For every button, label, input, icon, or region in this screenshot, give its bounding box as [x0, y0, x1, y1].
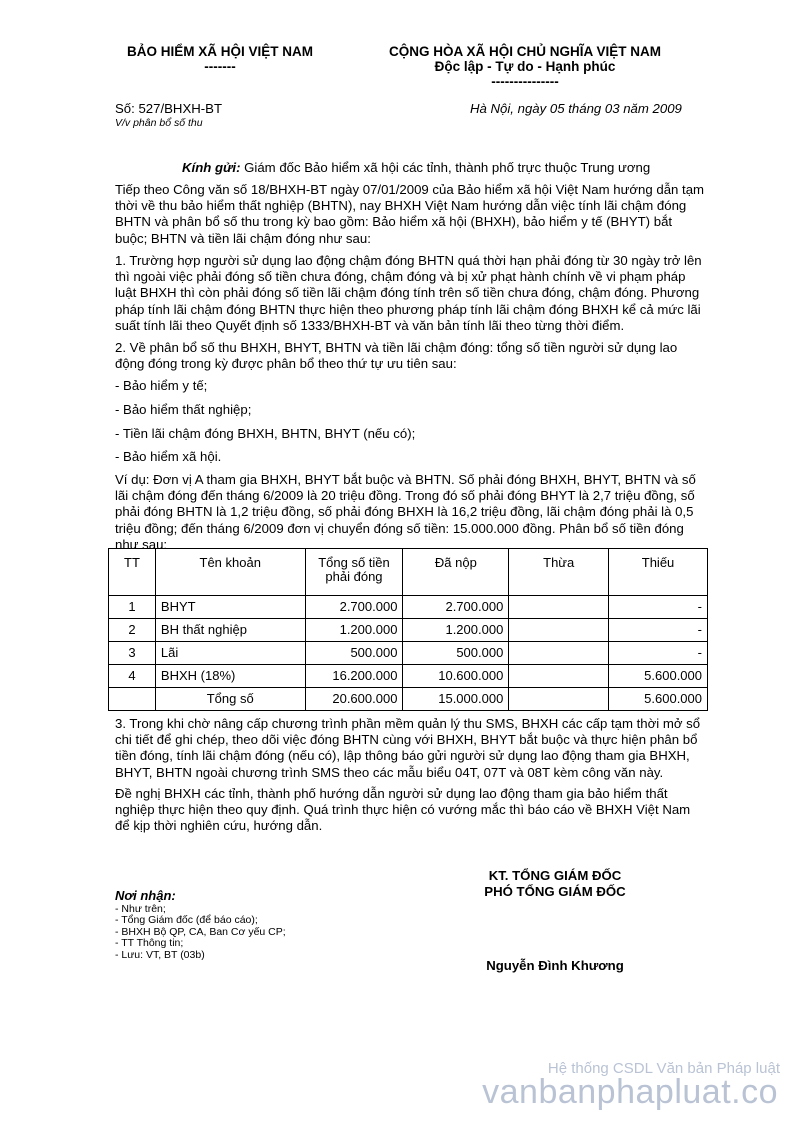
recipient-item: - TT Thông tin; [115, 937, 184, 949]
recipient-item: - Lưu: VT, BT (03b) [115, 948, 205, 961]
cell-item: BHXH (18%) [155, 665, 305, 688]
agency-dash: ------- [204, 59, 236, 74]
cell-paid: 10.600.000 [403, 665, 509, 688]
motto-dash: --------------- [491, 74, 559, 89]
recipients-title: Nơi nhận: [115, 888, 176, 903]
cell-surplus [509, 619, 609, 642]
cell-total-due: 20.600.000 [305, 688, 403, 711]
recipient-item: - Như trên; [115, 902, 166, 915]
cell-shortfall: - [609, 619, 708, 642]
cell-tt: 1 [109, 596, 156, 619]
table-row [109, 619, 708, 642]
document-subject: V/v phân bổ số thu [115, 117, 203, 129]
col-header-total-due: Tổng số tiền phải đóng [305, 549, 403, 596]
allocation-table [108, 548, 708, 711]
recipient-item: - BHXH Bộ QP, CA, Ban Cơ yếu CP; [115, 925, 286, 938]
document-number: Số: 527/BHXH-BT [115, 101, 223, 116]
addressee-label: Kính gửi: [182, 160, 241, 175]
cell-paid: 500.000 [403, 642, 509, 665]
cell-total-due: 500.000 [305, 642, 403, 665]
section-3-paragraph: 3. Trong khi chờ nâng cấp chương trình phần mềm quản lý thu SMS, BHXH các cấp tạm thời mở sổ chi tiết để ghi chép, theo dõi việc đóng BHTN cùng với BHXH, BHYT bắt buộc và thực hiện phân bổ tiền đóng, tính lãi chậm đóng (nếu có), lập thông báo gửi người sử dụng lao động tham gia BHXH, BHYT, BHTN ngoài chương trình SMS theo các mẫu biểu 04T, 07T và 08T kèm công văn này. [115, 716, 701, 780]
cell-paid: 15.000.000 [403, 688, 509, 711]
signature-title-1: KT. TỔNG GIÁM ĐỐC [488, 868, 622, 883]
intro-paragraph: Tiếp theo Công văn số 18/BHXH-BT ngày 07/01/2009 của Bảo hiểm xã hội Việt Nam hướng dẫn tạm thời về thu bảo hiểm thất nghiệp (BHTN), nay BHXH Việt Nam hướng dẫn việc tính lãi chậm đóng BHTN và phân bổ số thu trong kỳ bao gồm: Bảo hiểm xã hội (BHXH), bảo hiểm y tế (BHYT) bắt buộc; BHTN và tiền lãi chậm đóng như sau: [115, 182, 705, 246]
table-row [109, 642, 708, 665]
priority-item-1: - Bảo hiểm y tế; [115, 378, 208, 393]
cell-tt: 3 [109, 642, 156, 665]
cell-surplus [509, 596, 609, 619]
table-row [109, 665, 708, 688]
watermark-site: vanbanphapluat.co [482, 1073, 778, 1111]
cell-surplus [509, 642, 609, 665]
cell-tt [109, 688, 156, 711]
cell-surplus [509, 688, 609, 711]
cell-tt: 4 [109, 665, 156, 688]
closing-paragraph: Đề nghị BHXH các tỉnh, thành phố hướng dẫn người sử dụng lao động tham gia bảo hiểm thất nghiệp thực hiện theo quy định. Quá trình thực hiện có vướng mắc thì báo cáo về BHXH Việt Nam để kịp thời nghiên cứu, hướng dẫn. [115, 786, 691, 834]
cell-surplus [509, 665, 609, 688]
section-2-paragraph: 2. Về phân bổ số thu BHXH, BHYT, BHTN và tiền lãi chậm đóng: tổng số tiền người sử dụng lao động đóng trong kỳ được phân bổ theo thứ tự ưu tiên sau: [115, 340, 678, 372]
signature-title-2: PHÓ TỔNG GIÁM ĐỐC [484, 884, 626, 899]
table-header-row [109, 549, 708, 596]
col-header-paid: Đã nộp [403, 549, 509, 596]
watermark-system: Hệ thống CSDL Văn bản Pháp luật [547, 1060, 780, 1077]
cell-item: Lãi [155, 642, 305, 665]
cell-item: BHYT [155, 596, 305, 619]
signature-block [440, 868, 670, 900]
cell-total-due: 2.700.000 [305, 596, 403, 619]
cell-total-due: 16.200.000 [305, 665, 403, 688]
agency-header [100, 44, 340, 74]
document-date: Hà Nội, ngày 05 tháng 03 năm 2009 [470, 101, 682, 116]
cell-paid: 2.700.000 [403, 596, 509, 619]
cell-shortfall: 5.600.000 [609, 688, 708, 711]
cell-shortfall: - [609, 642, 708, 665]
cell-paid: 1.200.000 [403, 619, 509, 642]
cell-shortfall: 5.600.000 [609, 665, 708, 688]
priority-item-2: - Bảo hiểm thất nghiệp; [115, 402, 252, 417]
agency-name: BẢO HIỂM XÃ HỘI VIỆT NAM [126, 44, 313, 59]
recipients-block [115, 890, 286, 961]
addressee-text: Giám đốc Bảo hiểm xã hội các tỉnh, thành phố trực thuộc Trung ương [240, 160, 651, 175]
table-row [109, 596, 708, 619]
priority-item-4: - Bảo hiểm xã hội. [115, 449, 222, 464]
cell-item: Tổng số [155, 688, 305, 711]
priority-item-3: - Tiền lãi chậm đóng BHXH, BHTN, BHYT (nếu có); [115, 426, 416, 441]
col-header-item: Tên khoản [155, 549, 305, 596]
cell-shortfall: - [609, 596, 708, 619]
country-name: CỘNG HÒA XÃ HỘI CHỦ NGHĨA VIỆT NAM [388, 44, 661, 59]
col-header-tt: TT [109, 549, 156, 596]
col-header-surplus: Thừa [509, 549, 609, 596]
signer-name: Nguyễn Đình Khương [486, 958, 624, 973]
example-paragraph: Ví dụ: Đơn vị A tham gia BHXH, BHYT bắt buộc và BHTN. Số phải đóng BHXH, BHYT, BHTN và số lãi chậm đóng đến tháng 6/2009 là 20 triệu đồng. Trong đó số phải đóng BHYT là 2,7 triệu đồng, số phải đóng BHTN là 1,2 triệu đồng, số phải đóng BHXH là 16,2 triệu đồng, lãi chậm đóng phải là 0,5 triệu đồng; đến tháng 6/2009 đơn vị chuyển đóng số tiền: 15.000.000 đồng. Phân bổ số tiền đóng như sau: [115, 472, 696, 552]
motto: Độc lập - Tự do - Hạnh phúc [434, 59, 616, 74]
cell-item: BH thất nghiệp [155, 619, 305, 642]
cell-total-due: 1.200.000 [305, 619, 403, 642]
table-total-row [109, 688, 708, 711]
national-header [360, 44, 690, 89]
section-1-paragraph: 1. Trường hợp người sử dụng lao động chậm đóng BHTN quá thời hạn phải đóng từ 30 ngày trở lên thì ngoài việc phải đóng số tiền chưa đóng, chậm đóng và bị xử phạt hành chính về vi phạm pháp luật BHXH thì còn phải đóng số tiền lãi chậm đóng tính trên số tiền chưa đóng, chậm đóng. Phương pháp tính lãi chậm đóng BHTN thực hiện theo phương pháp tính lãi chậm đóng BHXH kể cả mức lãi suất tính lãi theo Quyết định số 1333/BHXH-BT và văn bản tính lãi theo từng thời điểm. [115, 253, 702, 333]
cell-tt: 2 [109, 619, 156, 642]
col-header-shortfall: Thiếu [609, 549, 708, 596]
addressee [182, 160, 650, 175]
recipient-item: - Tổng Giám đốc (để báo cáo); [115, 914, 258, 926]
